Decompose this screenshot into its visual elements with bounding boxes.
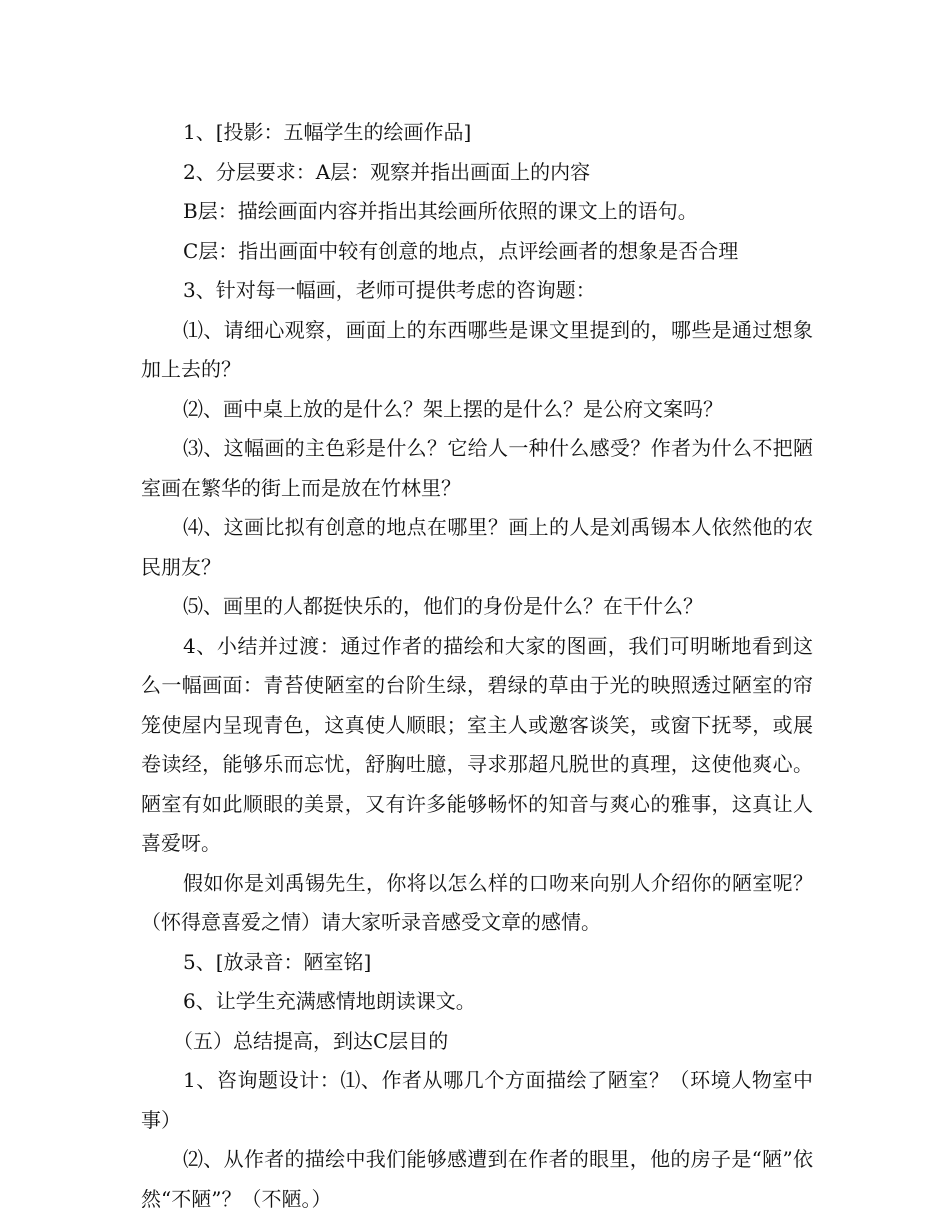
paragraph: 1、[投影：五幅学生的绘画作品] [183,120,472,144]
paragraph: ⑶、这幅画的主色彩是什么？它给人一种什么感受？作者为什么不把陋室画在繁华的街上而是放在竹林里？ [141,436,813,500]
paragraph: ⑵、从作者的描绘中我们能够感遭到在作者的眼里，他的房子是“陋”依然“不陋”？（不陋。） [141,1147,813,1211]
paragraph: 6、让学生充满感情地朗读课文。 [183,989,476,1013]
document-body [141,113,813,1219]
paragraph: B层：描绘画面内容并指出其绘画所依照的课文上的语句。 [183,199,698,223]
paragraph: C层：指出画面中较有创意的地点，点评绘画者的想象是否合理 [183,238,739,263]
paragraph: ⑵、画中桌上放的是什么？架上摆的是什么？是公府文案吗？ [183,396,723,421]
paragraph: 5、[放录音：陋室铭] [183,949,372,974]
paragraph: 3、针对每一幅画，老师可提供考虑的咨询题： [183,278,596,302]
paragraph: 4、小结并过渡：通过作者的描绘和大家的图画，我们可明晰地看到这么一幅画面：青苔使陋室的台阶生绿，碧绿的草由于光的映照透过陋室的帘笼使屋内呈现青色，这真使人顺眼；室主人或邀客谈笑，或窗下抚琴，或展卷读经，能够乐而忘忧，舒胸吐臆，寻求那超凡脱世的真理，这使他爽心。陋室有如此顺眼的美景，又有许多能够畅怀的知音与爽心的雅事，这真让人喜爱呀。 [141,633,813,855]
paragraph: ⑴、请细心观察，画面上的东西哪些是课文里提到的，哪些是通过想象加上去的？ [141,317,813,381]
paragraph: ⑷、这画比拟有创意的地点在哪里？画上的人是刘禹锡本人依然他的农民朋友？ [141,515,813,579]
paragraph: ⑸、画里的人都挺快乐的，他们的身份是什么？在干什么？ [183,594,703,618]
paragraph: 2、分层要求：A层：观察并指出画面上的内容 [183,159,591,184]
section-heading: （五）总结提高，到达C层目的 [173,1028,449,1053]
paragraph: 假如你是刘禹锡先生，你将以怎么样的口吻来向别人介绍你的陋室呢？（怀得意喜爱之情）请大家听录音感受文章的感情。 [141,870,813,934]
paragraph: 1、咨询题设计：⑴、作者从哪几个方面描绘了陋室？（环境人物室中事） [141,1068,813,1132]
